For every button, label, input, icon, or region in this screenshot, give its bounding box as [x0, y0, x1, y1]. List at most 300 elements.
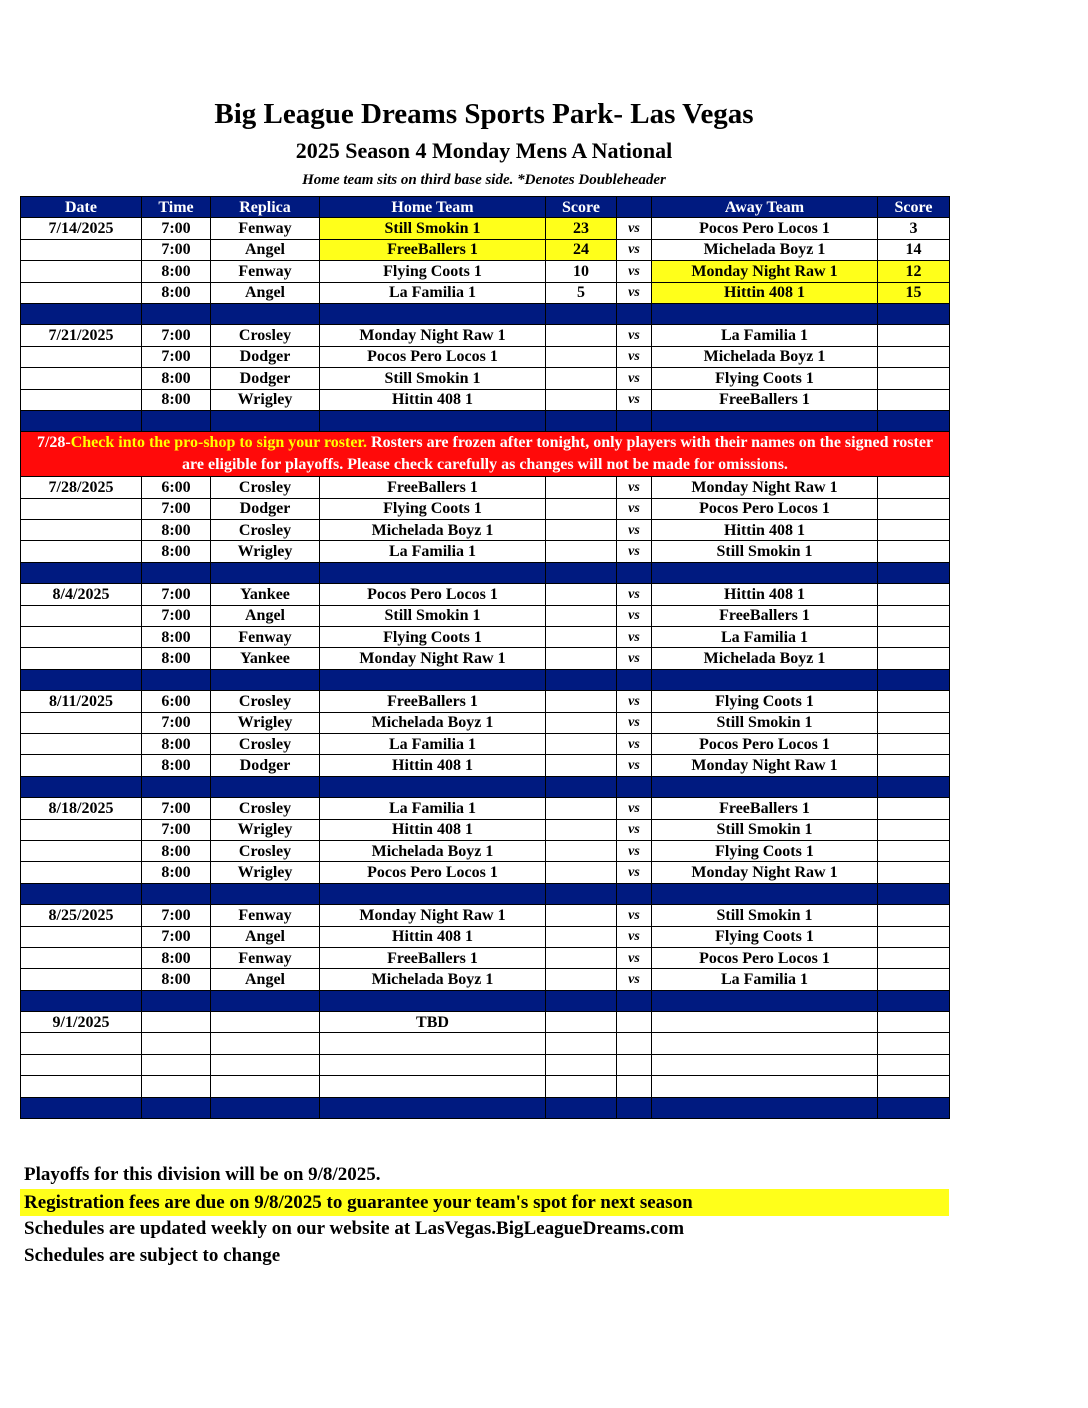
- game-time: 7:00: [142, 798, 211, 819]
- away-score: [878, 969, 950, 990]
- week-separator: [21, 303, 950, 324]
- away-team: Hittin 408 1: [652, 282, 878, 303]
- game-time: 8:00: [142, 261, 211, 282]
- away-score: [878, 1012, 950, 1033]
- home-score: [546, 905, 617, 926]
- field-replica: Crosley: [211, 477, 320, 498]
- game-time: [142, 1012, 211, 1033]
- schedule-table: [20, 196, 950, 1119]
- separator-cell: [652, 883, 878, 904]
- separator-cell: [617, 990, 652, 1011]
- separator-cell: [652, 562, 878, 583]
- field-replica: Dodger: [211, 368, 320, 389]
- away-score: [878, 627, 950, 648]
- away-team: Monday Night Raw 1: [652, 261, 878, 282]
- game-time: 8:00: [142, 862, 211, 883]
- home-team: Hittin 408 1: [320, 819, 546, 840]
- separator-cell: [878, 410, 950, 431]
- separator-cell: [142, 669, 211, 690]
- away-score: [878, 368, 950, 389]
- field-replica: Crosley: [211, 733, 320, 754]
- game-row: [21, 691, 950, 712]
- vs-label: vs: [617, 605, 652, 626]
- home-score: [546, 541, 617, 562]
- roster-notice: [21, 432, 950, 477]
- separator-cell: [878, 776, 950, 797]
- game-date: [21, 840, 142, 861]
- game-time: 7:00: [142, 584, 211, 605]
- schedule-note: Home team sits on third base side. *Denotes Doubleheader: [302, 172, 666, 188]
- separator-cell: [878, 990, 950, 1011]
- game-time: 8:00: [142, 627, 211, 648]
- game-date: [21, 605, 142, 626]
- away-team: FreeBallers 1: [652, 389, 878, 410]
- home-score: 24: [546, 239, 617, 260]
- vs-label: vs: [617, 218, 652, 239]
- separator-cell: [878, 303, 950, 324]
- vs-label: vs: [617, 477, 652, 498]
- field-replica: Dodger: [211, 346, 320, 367]
- game-row: [21, 862, 950, 883]
- away-team: Still Smokin 1: [652, 712, 878, 733]
- notice-date: 7/28-: [36, 434, 71, 452]
- away-team: Flying Coots 1: [652, 840, 878, 861]
- game-time: 8:00: [142, 520, 211, 541]
- empty-cell: [546, 1033, 617, 1054]
- away-team: FreeBallers 1: [652, 605, 878, 626]
- separator-cell: [546, 562, 617, 583]
- vs-label: vs: [617, 947, 652, 968]
- game-date: [21, 733, 142, 754]
- game-time: 7:00: [142, 218, 211, 239]
- away-team: Monday Night Raw 1: [652, 477, 878, 498]
- separator-cell: [142, 1097, 211, 1118]
- game-time: 7:00: [142, 712, 211, 733]
- home-score: [546, 1012, 617, 1033]
- week-separator: [21, 883, 950, 904]
- empty-cell: [21, 1054, 142, 1075]
- home-score: 10: [546, 261, 617, 282]
- away-score: [878, 477, 950, 498]
- registration-note: Registration fees are due on 9/8/2025 to guarantee your team's spot for next season: [20, 1189, 949, 1216]
- notice-highlight: Check into the pro-shop to sign your roster.: [70, 434, 368, 452]
- away-team: Hittin 408 1: [652, 584, 878, 605]
- away-team: La Familia 1: [652, 627, 878, 648]
- game-date: 8/11/2025: [21, 691, 142, 712]
- away-team: [652, 1012, 878, 1033]
- game-date: [21, 520, 142, 541]
- home-team: FreeBallers 1: [320, 477, 546, 498]
- away-score: [878, 691, 950, 712]
- separator-cell: [546, 883, 617, 904]
- vs-label: vs: [617, 627, 652, 648]
- away-score: 3: [878, 218, 950, 239]
- home-score: [546, 712, 617, 733]
- home-team: Monday Night Raw 1: [320, 325, 546, 346]
- empty-cell: [21, 1033, 142, 1054]
- field-replica: Fenway: [211, 905, 320, 926]
- home-score: [546, 520, 617, 541]
- field-replica: Yankee: [211, 584, 320, 605]
- game-row: [21, 498, 950, 519]
- vs-label: vs: [617, 498, 652, 519]
- field-replica: Fenway: [211, 218, 320, 239]
- separator-cell: [21, 990, 142, 1011]
- separator-cell: [211, 776, 320, 797]
- separator-cell: [142, 883, 211, 904]
- game-date: [21, 498, 142, 519]
- away-score: [878, 325, 950, 346]
- game-row: [21, 605, 950, 626]
- field-replica: Angel: [211, 969, 320, 990]
- away-score: [878, 712, 950, 733]
- separator-cell: [546, 303, 617, 324]
- separator-cell: [617, 410, 652, 431]
- separator-cell: [211, 883, 320, 904]
- game-row: [21, 218, 950, 239]
- home-team: Hittin 408 1: [320, 389, 546, 410]
- separator-cell: [211, 410, 320, 431]
- field-replica: Angel: [211, 282, 320, 303]
- empty-row: [21, 1076, 950, 1097]
- home-score: [546, 840, 617, 861]
- separator-cell: [652, 303, 878, 324]
- table-header-row: [21, 197, 950, 218]
- week-separator: [21, 669, 950, 690]
- vs-label: vs: [617, 819, 652, 840]
- playoffs-note: Playoffs for this division will be on 9/8/2025.: [24, 1164, 381, 1185]
- empty-cell: [652, 1076, 878, 1097]
- game-row: [21, 477, 950, 498]
- home-team: Still Smokin 1: [320, 368, 546, 389]
- game-date: [21, 282, 142, 303]
- home-score: [546, 733, 617, 754]
- game-time: 7:00: [142, 239, 211, 260]
- field-replica: Angel: [211, 605, 320, 626]
- game-time: 8:00: [142, 755, 211, 776]
- away-team: Still Smokin 1: [652, 819, 878, 840]
- col-header-replica: Replica: [211, 197, 320, 218]
- separator-cell: [652, 410, 878, 431]
- empty-cell: [546, 1076, 617, 1097]
- game-row: [21, 541, 950, 562]
- empty-cell: [21, 1076, 142, 1097]
- vs-label: vs: [617, 239, 652, 260]
- game-row: [21, 648, 950, 669]
- game-date: [21, 389, 142, 410]
- vs-label: vs: [617, 862, 652, 883]
- game-row: [21, 584, 950, 605]
- game-date: [21, 261, 142, 282]
- vs-label: vs: [617, 282, 652, 303]
- field-replica: Dodger: [211, 498, 320, 519]
- game-date: 8/4/2025: [21, 584, 142, 605]
- empty-cell: [546, 1054, 617, 1075]
- col-header-home-score: Score: [546, 197, 617, 218]
- separator-cell: [320, 776, 546, 797]
- empty-cell: [652, 1033, 878, 1054]
- empty-cell: [878, 1033, 950, 1054]
- home-score: [546, 325, 617, 346]
- empty-cell: [878, 1076, 950, 1097]
- week-separator: [21, 562, 950, 583]
- field-replica: Wrigley: [211, 389, 320, 410]
- game-time: 7:00: [142, 926, 211, 947]
- separator-cell: [652, 776, 878, 797]
- separator-cell: [546, 410, 617, 431]
- field-replica: Fenway: [211, 947, 320, 968]
- separator-cell: [617, 1097, 652, 1118]
- col-header-home-team: Home Team: [320, 197, 546, 218]
- away-team: La Familia 1: [652, 969, 878, 990]
- separator-cell: [142, 990, 211, 1011]
- separator-cell: [142, 410, 211, 431]
- separator-cell: [21, 669, 142, 690]
- game-time: 7:00: [142, 325, 211, 346]
- away-team: Still Smokin 1: [652, 905, 878, 926]
- separator-cell: [546, 669, 617, 690]
- away-score: [878, 389, 950, 410]
- game-date: [21, 969, 142, 990]
- game-time: 8:00: [142, 840, 211, 861]
- game-date: [21, 712, 142, 733]
- home-score: [546, 926, 617, 947]
- separator-cell: [320, 883, 546, 904]
- game-time: 7:00: [142, 819, 211, 840]
- separator-cell: [320, 562, 546, 583]
- away-score: [878, 755, 950, 776]
- vs-label: vs: [617, 905, 652, 926]
- game-time: 7:00: [142, 605, 211, 626]
- home-score: 23: [546, 218, 617, 239]
- page-subtitle: 2025 Season 4 Monday Mens A National: [295, 138, 673, 163]
- home-score: [546, 346, 617, 367]
- game-row: [21, 520, 950, 541]
- game-date: 8/25/2025: [21, 905, 142, 926]
- vs-label: vs: [617, 712, 652, 733]
- game-row: [21, 325, 950, 346]
- home-team: Flying Coots 1: [320, 498, 546, 519]
- vs-label: vs: [617, 733, 652, 754]
- empty-cell: [617, 1076, 652, 1097]
- game-time: 8:00: [142, 389, 211, 410]
- away-score: [878, 648, 950, 669]
- field-replica: Angel: [211, 926, 320, 947]
- away-score: [878, 520, 950, 541]
- separator-cell: [21, 562, 142, 583]
- separator-cell: [878, 669, 950, 690]
- game-row: [21, 926, 950, 947]
- home-team: Michelada Boyz 1: [320, 840, 546, 861]
- game-time: 7:00: [142, 346, 211, 367]
- away-score: [878, 733, 950, 754]
- separator-cell: [617, 562, 652, 583]
- home-score: [546, 798, 617, 819]
- game-date: [21, 239, 142, 260]
- home-score: [546, 947, 617, 968]
- separator-cell: [21, 410, 142, 431]
- empty-row: [21, 1033, 950, 1054]
- field-replica: Wrigley: [211, 862, 320, 883]
- away-team: Pocos Pero Locos 1: [652, 947, 878, 968]
- game-date: [21, 862, 142, 883]
- home-team: Still Smokin 1: [320, 218, 546, 239]
- separator-cell: [652, 990, 878, 1011]
- empty-cell: [617, 1033, 652, 1054]
- home-team: Hittin 408 1: [320, 755, 546, 776]
- game-row: [21, 1012, 950, 1033]
- vs-cell: [617, 1012, 652, 1033]
- game-row: [21, 755, 950, 776]
- week-separator: [21, 990, 950, 1011]
- empty-cell: [142, 1054, 211, 1075]
- separator-cell: [320, 669, 546, 690]
- game-date: 8/18/2025: [21, 798, 142, 819]
- vs-label: vs: [617, 368, 652, 389]
- field-replica: Wrigley: [211, 541, 320, 562]
- away-team: Flying Coots 1: [652, 926, 878, 947]
- home-team: La Familia 1: [320, 733, 546, 754]
- col-header-away-score: Score: [878, 197, 950, 218]
- game-time: 8:00: [142, 648, 211, 669]
- separator-cell: [211, 303, 320, 324]
- vs-label: vs: [617, 261, 652, 282]
- home-score: 5: [546, 282, 617, 303]
- game-row: [21, 627, 950, 648]
- home-team: Hittin 408 1: [320, 926, 546, 947]
- game-date: [21, 627, 142, 648]
- field-replica: Dodger: [211, 755, 320, 776]
- schedule-body: [21, 218, 950, 1119]
- away-score: [878, 947, 950, 968]
- vs-label: vs: [617, 346, 652, 367]
- away-score: [878, 840, 950, 861]
- away-team: Flying Coots 1: [652, 691, 878, 712]
- away-team: Monday Night Raw 1: [652, 755, 878, 776]
- away-score: [878, 819, 950, 840]
- away-score: 12: [878, 261, 950, 282]
- away-score: 15: [878, 282, 950, 303]
- field-replica: Fenway: [211, 627, 320, 648]
- game-row: [21, 712, 950, 733]
- separator-cell: [320, 303, 546, 324]
- field-replica: Crosley: [211, 840, 320, 861]
- game-time: 8:00: [142, 947, 211, 968]
- field-replica: Wrigley: [211, 819, 320, 840]
- game-time: 6:00: [142, 477, 211, 498]
- field-replica: Crosley: [211, 691, 320, 712]
- game-row: [21, 819, 950, 840]
- game-row: [21, 346, 950, 367]
- home-score: [546, 648, 617, 669]
- separator-cell: [652, 1097, 878, 1118]
- away-team: Pocos Pero Locos 1: [652, 733, 878, 754]
- change-note: Schedules are subject to change: [24, 1245, 281, 1266]
- game-date: 7/21/2025: [21, 325, 142, 346]
- roster-notice-text: [21, 432, 950, 477]
- separator-cell: [878, 883, 950, 904]
- separator-cell: [21, 883, 142, 904]
- game-row: [21, 239, 950, 260]
- empty-cell: [878, 1054, 950, 1075]
- game-date: [21, 947, 142, 968]
- away-team: Monday Night Raw 1: [652, 862, 878, 883]
- field-replica: Yankee: [211, 648, 320, 669]
- away-score: [878, 905, 950, 926]
- home-team: FreeBallers 1: [320, 947, 546, 968]
- separator-cell: [21, 1097, 142, 1118]
- separator-cell: [320, 1097, 546, 1118]
- separator-cell: [546, 1097, 617, 1118]
- separator-cell: [617, 669, 652, 690]
- notice-body: Rosters are frozen after tonight, only players with their names on the signed roster are eligible for playoffs. Please check carefully as changes will not be made for omissions.: [182, 434, 934, 474]
- empty-cell: [652, 1054, 878, 1075]
- game-time: 8:00: [142, 733, 211, 754]
- away-team: Michelada Boyz 1: [652, 239, 878, 260]
- game-time: 8:00: [142, 969, 211, 990]
- home-team: La Familia 1: [320, 541, 546, 562]
- empty-cell: [142, 1033, 211, 1054]
- separator-cell: [546, 776, 617, 797]
- away-score: 14: [878, 239, 950, 260]
- website-note: Schedules are updated weekly on our website at LasVegas.BigLeagueDreams.com: [24, 1218, 685, 1239]
- field-replica: Crosley: [211, 798, 320, 819]
- col-header-away-team: Away Team: [652, 197, 878, 218]
- game-date: [21, 346, 142, 367]
- field-replica: Angel: [211, 239, 320, 260]
- game-time: 6:00: [142, 691, 211, 712]
- separator-cell: [142, 303, 211, 324]
- home-team: FreeBallers 1: [320, 691, 546, 712]
- col-header-time: Time: [142, 197, 211, 218]
- empty-cell: [320, 1054, 546, 1075]
- vs-label: vs: [617, 840, 652, 861]
- home-score: [546, 477, 617, 498]
- week-separator: [21, 410, 950, 431]
- vs-label: vs: [617, 520, 652, 541]
- home-team: Michelada Boyz 1: [320, 520, 546, 541]
- home-team: Flying Coots 1: [320, 627, 546, 648]
- separator-cell: [142, 562, 211, 583]
- separator-cell: [617, 883, 652, 904]
- week-separator: [21, 1097, 950, 1118]
- empty-cell: [320, 1076, 546, 1097]
- empty-cell: [617, 1054, 652, 1075]
- vs-label: vs: [617, 691, 652, 712]
- game-row: [21, 261, 950, 282]
- vs-label: vs: [617, 389, 652, 410]
- home-score: [546, 498, 617, 519]
- vs-label: vs: [617, 798, 652, 819]
- home-score: [546, 584, 617, 605]
- game-row: [21, 733, 950, 754]
- home-score: [546, 389, 617, 410]
- field-replica: Crosley: [211, 325, 320, 346]
- game-row: [21, 947, 950, 968]
- vs-label: vs: [617, 969, 652, 990]
- game-date: 7/28/2025: [21, 477, 142, 498]
- home-score: [546, 691, 617, 712]
- separator-cell: [617, 303, 652, 324]
- separator-cell: [320, 410, 546, 431]
- game-date: [21, 819, 142, 840]
- separator-cell: [211, 562, 320, 583]
- home-score: [546, 755, 617, 776]
- game-date: [21, 541, 142, 562]
- empty-cell: [211, 1076, 320, 1097]
- vs-label: vs: [617, 648, 652, 669]
- home-score: [546, 368, 617, 389]
